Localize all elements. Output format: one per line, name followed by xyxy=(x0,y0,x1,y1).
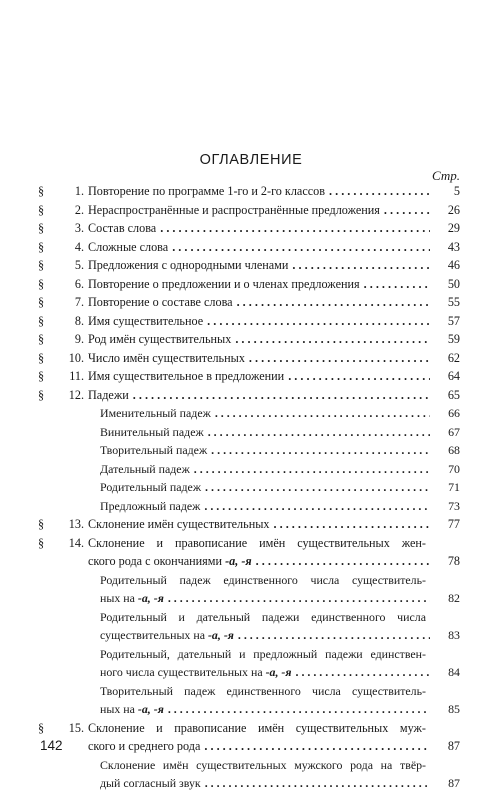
entry-page-number: 59 xyxy=(447,332,460,346)
entry-page-number: 87 xyxy=(448,776,460,790)
dot-leader xyxy=(235,330,430,349)
section-sign: § xyxy=(38,202,45,217)
section-sign: § xyxy=(38,517,45,531)
dot-leader xyxy=(160,219,430,238)
entry-page-number: 84 xyxy=(448,665,460,679)
entry-page-number: 70 xyxy=(448,461,460,476)
entry-title: Склонение имён существительных xyxy=(88,517,270,531)
section-number: 12. xyxy=(68,387,84,402)
toc-subentry xyxy=(38,645,460,682)
entry-title: Творительный падеж xyxy=(100,443,208,457)
toc-subentry xyxy=(38,423,460,442)
entry-page-number: 65 xyxy=(447,387,460,402)
toc-subentry xyxy=(38,608,460,645)
toc-entry xyxy=(38,349,460,368)
entry-title: Предложный падеж xyxy=(100,498,201,513)
entry-title: Именительный падеж xyxy=(100,406,211,420)
entry-title: дый согласный звук xyxy=(100,776,201,790)
entry-title: Творительный падеж единственного числа существитель- xyxy=(100,683,426,698)
entry-page-number: 85 xyxy=(448,702,460,716)
toc-entry xyxy=(38,256,460,275)
toc-subentry xyxy=(38,478,460,497)
dot-leader xyxy=(168,589,430,608)
dot-leader xyxy=(256,552,430,571)
toc-subentry xyxy=(38,460,460,479)
entry-page-number: 66 xyxy=(448,406,460,420)
dot-leader xyxy=(329,182,430,201)
toc-entry xyxy=(38,312,460,331)
entry-title: ского рода с окончаниями -а, -я xyxy=(88,554,252,568)
entry-page-number: 67 xyxy=(448,424,460,439)
toc-subentry xyxy=(38,497,460,516)
section-number: 9. xyxy=(74,332,84,346)
entry-title: Имя существительное в предложении xyxy=(88,369,285,383)
entry-page-number: 46 xyxy=(447,258,460,272)
page-column-label: Стр. xyxy=(432,168,460,183)
entry-title: Повторение о предложении и о членах предложения xyxy=(88,276,360,291)
entry-title: ского и среднего рода xyxy=(88,739,201,753)
entry-title: Состав слова xyxy=(88,221,157,235)
section-number: 6. xyxy=(74,276,84,291)
entry-title: Родительный падеж xyxy=(100,480,202,494)
toc-subentry xyxy=(38,682,460,719)
dot-leader xyxy=(296,663,430,682)
entry-title: Нераспространённые и распространённые предложения xyxy=(88,202,380,217)
section-number: 4. xyxy=(74,239,84,254)
entry-title: Повторение о составе слова xyxy=(88,295,233,309)
entry-page-number: 73 xyxy=(448,498,460,513)
section-sign: § xyxy=(38,276,45,291)
entry-page-number: 5 xyxy=(453,184,460,198)
section-number: 8. xyxy=(74,313,84,328)
toc-entry xyxy=(38,201,460,220)
dot-leader xyxy=(288,367,430,386)
entry-title: Имя существительное xyxy=(88,313,204,328)
section-number: 1. xyxy=(74,184,84,198)
toc-subentry xyxy=(38,404,460,423)
entry-page-number: 87 xyxy=(447,739,460,753)
entry-page-number: 71 xyxy=(448,480,460,494)
dot-leader xyxy=(168,700,430,719)
toc-subentry xyxy=(38,441,460,460)
toc-entry xyxy=(38,219,460,238)
dot-leader xyxy=(172,238,430,257)
entry-page-number: 57 xyxy=(447,313,460,328)
dot-leader xyxy=(194,460,430,479)
entry-title: ного числа существительных на -а, -я xyxy=(100,665,292,679)
dot-leader xyxy=(215,404,430,423)
toc-entry xyxy=(38,515,460,534)
dot-leader xyxy=(208,423,430,442)
entry-title: Падежи xyxy=(88,387,129,402)
section-number: 15. xyxy=(68,720,84,735)
dot-leader xyxy=(205,774,430,793)
toc-entry xyxy=(38,182,460,201)
entry-title: Винительный падеж xyxy=(100,424,204,439)
dot-leader xyxy=(204,497,430,516)
entry-title: Склонение имён существительных мужского рода на твёр- xyxy=(100,757,426,772)
entry-title: Склонение и правописание имён существительных муж- xyxy=(88,720,426,735)
entry-page-number: 26 xyxy=(447,202,460,217)
section-sign: § xyxy=(38,239,45,254)
entry-page-number: 64 xyxy=(447,369,460,383)
toc-entry xyxy=(38,293,460,312)
toc-entry xyxy=(38,534,460,571)
section-sign: § xyxy=(38,184,45,198)
dot-leader xyxy=(274,515,430,534)
toc-subentry xyxy=(38,756,460,793)
dot-leader xyxy=(292,256,430,275)
section-number: 14. xyxy=(68,535,84,550)
toc-subentry xyxy=(38,571,460,608)
dot-leader xyxy=(133,386,430,405)
entry-title: Родительный, дательный и предложный падежи единствен- xyxy=(100,646,426,661)
entry-page-number: 29 xyxy=(447,221,460,235)
section-number: 3. xyxy=(74,221,84,235)
section-sign: § xyxy=(38,387,45,402)
section-sign: § xyxy=(38,258,45,272)
entry-title: Склонение и правописание имён существительных жен- xyxy=(88,535,426,550)
section-number: 13. xyxy=(68,517,84,531)
dot-leader xyxy=(364,275,430,294)
dot-leader xyxy=(204,737,430,756)
entry-page-number: 83 xyxy=(448,628,460,642)
entry-title: Дательный падеж xyxy=(100,461,190,476)
dot-leader xyxy=(205,478,430,497)
section-number: 11. xyxy=(69,369,84,383)
section-sign: § xyxy=(38,535,45,550)
dot-leader xyxy=(238,626,430,645)
dot-leader xyxy=(211,441,430,460)
section-number: 2. xyxy=(74,202,84,217)
entry-page-number: 50 xyxy=(447,276,460,291)
toc-entry xyxy=(38,330,460,349)
entry-title: ных на -а, -я xyxy=(100,702,164,716)
entry-title: Предложения с однородными членами xyxy=(88,258,289,272)
section-sign: § xyxy=(38,720,45,735)
toc-entry xyxy=(38,367,460,386)
section-number: 7. xyxy=(74,295,84,309)
section-number: 5. xyxy=(74,258,84,272)
entry-page-number: 43 xyxy=(447,239,460,254)
toc-entry xyxy=(38,719,460,756)
section-sign: § xyxy=(38,221,45,235)
page-title: ОГЛАВЛЕНИЕ xyxy=(199,152,303,168)
entry-page-number: 82 xyxy=(448,591,460,605)
entry-page-number: 55 xyxy=(447,295,460,309)
page-number: 142 xyxy=(40,738,63,753)
dot-leader xyxy=(249,349,430,368)
section-sign: § xyxy=(38,369,45,383)
section-number: 10. xyxy=(68,350,84,365)
section-sign: § xyxy=(38,350,45,365)
entry-title: существительных на -а, -я xyxy=(100,628,234,642)
entry-title: Родительный падеж единственного числа существитель- xyxy=(100,572,426,587)
section-sign: § xyxy=(38,332,45,346)
toc-entry xyxy=(38,238,460,257)
entry-title: Род имён существительных xyxy=(88,332,232,346)
dot-leader xyxy=(237,293,430,312)
table-of-contents xyxy=(38,182,460,793)
entry-title: ных на -а, -я xyxy=(100,591,164,605)
toc-entry xyxy=(38,386,460,405)
section-sign: § xyxy=(38,313,45,328)
entry-page-number: 77 xyxy=(447,517,460,531)
entry-page-number: 62 xyxy=(447,350,460,365)
section-sign: § xyxy=(38,295,45,309)
entry-title: Повторение по программе 1-го и 2-го классов xyxy=(88,184,325,198)
dot-leader xyxy=(384,201,430,220)
entry-title: Число имён существительных xyxy=(88,350,245,365)
entry-page-number: 78 xyxy=(447,554,460,568)
toc-entry xyxy=(38,275,460,294)
entry-title: Родительный и дательный падежи единственного числа xyxy=(100,609,426,624)
entry-title: Сложные слова xyxy=(88,239,169,254)
entry-page-number: 68 xyxy=(448,443,460,457)
dot-leader xyxy=(207,312,430,331)
